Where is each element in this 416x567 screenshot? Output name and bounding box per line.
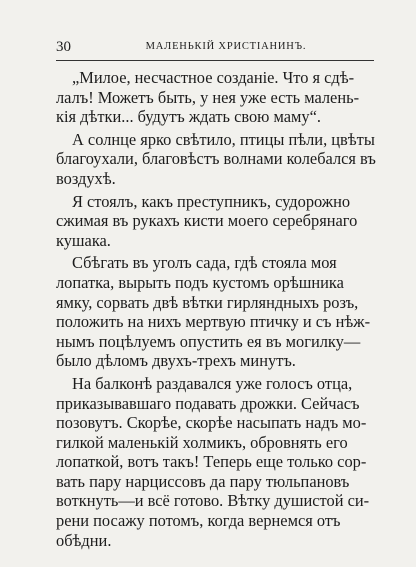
paragraph: На балконѣ раздавался уже голосъ отца, приказывавшаго подавать дрожки. Сейчасъ позовутъ. Скорѣе, скорѣе насыпать надъ мо- гилкой маленькій холмикъ, обровнять его лопаткой, вотъ такъ! Теперь еще только сор- вать пару нарциссовъ да пару тюльпановъ воткнуть—и всё готово. Вѣтку душистой си- рени посажу потомъ, когда вернемся отъ обѣдни.: [56, 373, 370, 550]
paragraph: „Милое, несчастное созданіе. Что я сдѣ- лалъ! Можетъ быть, у нея уже есть малень- кія дѣтки... будутъ ждать свою маму“.: [56, 68, 360, 127]
paragraph: А солнце ярко свѣтило, птицы пѣли, цвѣты благоухали, благовѣстъ волнами колебался въ воздухѣ.: [56, 129, 376, 188]
body-text: [56, 68, 376, 553]
paragraph: Я стоялъ, какъ преступникъ, судорожно сжимая въ рукахъ кисти моего серебрянаго кушака.: [56, 191, 358, 250]
page-header: [56, 38, 374, 56]
header-rule: [56, 60, 374, 61]
paragraph: Сбѣгать въ уголъ сада, гдѣ стояла моя лопатка, вырыть подъ кустомъ орѣшника ямку, сорвать двѣ вѣтки гирляндныхъ розъ, положить на нихъ мертвую птичку и съ нѣж- нымъ поцѣлуемъ опустить ея въ могилку— было дѣломъ двухъ-трехъ минутъ.: [56, 253, 371, 371]
page-number: 30: [56, 39, 71, 55]
running-title: МАЛЕНЬКІЙ ХРИСТІАНИНЪ.: [145, 41, 307, 52]
